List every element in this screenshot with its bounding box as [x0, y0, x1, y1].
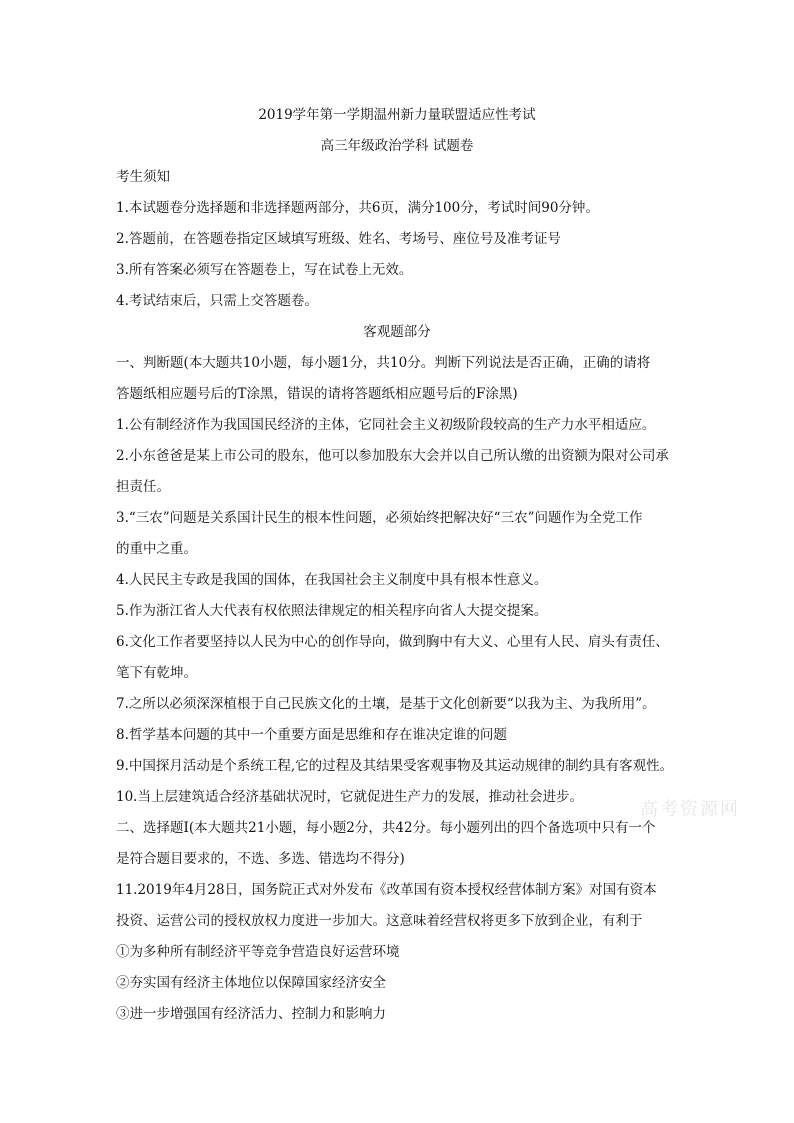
part1-intro: 答题纸相应题号后的T涂黑，错误的请将答题纸相应题号后的F涂黑) — [116, 386, 518, 402]
judge-item: 8.哲学基本问题的其中一个重要方面是思维和存在谁决定谁的问题 — [116, 727, 507, 743]
judge-item: 7.之所以必须深深植根于自己民族文化的土壤，是基于文化创新要“以我为主、为我所用”。 — [116, 696, 656, 712]
exam-title: 2019学年第一学期温州新力量联盟适应性考试 — [258, 107, 536, 123]
question-11-option: ②夯实国有经济主体地位以保障国家经济安全 — [116, 975, 386, 991]
part2-intro: 二、选择题I(本大题共21小题，每小题2分，共42分。每小题列出的四个备选项中只有一个 — [116, 820, 656, 836]
watermark: 高考资源网 — [640, 799, 740, 820]
judge-item: 6.文化工作者要坚持以人民为中心的创作导向，做到胸中有大义、心里有人民、肩头有责任、 — [116, 634, 669, 650]
notice-item: 2.答题前，在答题卷指定区域填写班级、姓名、考场号、座位号及准考证号 — [116, 231, 561, 247]
judge-item: 5.作为浙江省人大代表有权依照法律规定的相关程序向省人大提交提案。 — [116, 603, 548, 619]
exam-subtitle: 高三年级政治学科 试题卷 — [320, 138, 474, 154]
judge-item: 担责任。 — [116, 479, 170, 495]
judge-item: 2.小东爸爸是某上市公司的股东，他可以参加股东大会并以自己所认缴的出资额为限对公司承 — [116, 448, 669, 464]
judge-item: 笔下有乾坤。 — [116, 665, 197, 681]
notice-heading: 考生须知 — [116, 169, 170, 185]
judge-item: 9.中国探月活动是个系统工程,它的过程及其结果受客观事物及其运动规律的制约具有客观性。 — [116, 758, 674, 774]
judge-item: 的重中之重。 — [116, 541, 197, 557]
notice-item: 3.所有答案必须写在答题卷上，写在试卷上无效。 — [116, 262, 413, 278]
question-11-option: ①为多种所有制经济平等竞争营造良好运营环境 — [116, 944, 400, 960]
question-11-option: ③进一步增强国有经济活力、控制力和影响力 — [116, 1006, 386, 1022]
judge-item: 4.人民民主专政是我国的国体，在我国社会主义制度中具有根本性意义。 — [116, 572, 548, 588]
judge-item: 3.“三农”问题是关系国计民生的根本性问题，必须始终把解决好“三农”问题作为全党工作 — [116, 510, 643, 526]
question-11-stem: 投资、运营公司的授权放权力度进一步加大。这意味着经营权将更多下放到企业，有利于 — [116, 913, 643, 929]
part1-intro: 一、判断题(本大题共10小题，每小题1分，共10分。判断下列说法是否正确，正确的请将 — [116, 355, 651, 371]
notice-item: 1.本试题卷分选择题和非选择题两部分，共6页，满分100分，考试时间90分钟。 — [116, 200, 599, 216]
judge-item: 1.公有制经济作为我国国民经济的主体，它同社会主义初级阶段较高的生产力水平相适应。 — [116, 417, 656, 433]
section-heading: 客观题部分 — [363, 324, 431, 340]
question-11-stem: 11.2019年4月28日，国务院正式对外发布《改革国有资本授权经营体制方案》对国有资本 — [116, 882, 657, 898]
notice-item: 4.考试结束后，只需上交答题卷。 — [116, 293, 318, 309]
judge-item: 10.当上层建筑适合经济基础状况时，它就促进生产力的发展，推动社会进步。 — [116, 789, 583, 805]
part2-intro: 是符合题目要求的，不选、多选、错选均不得分) — [116, 851, 405, 867]
